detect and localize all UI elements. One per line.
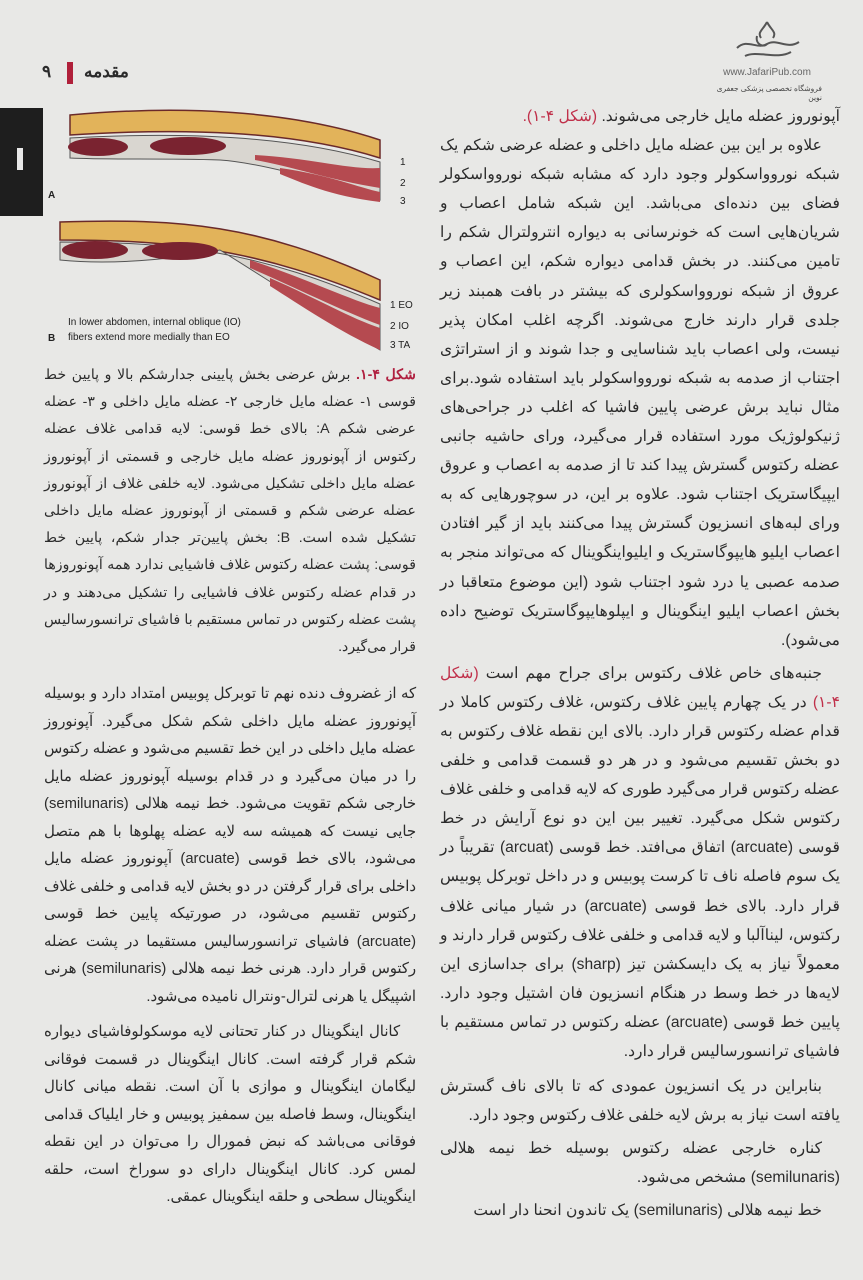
caption-text: برش عرضی بخش پایینی جدارشکم بالا و پایین خط قوسی ۱- عضله مایل خارجی ۲- عضله مایل داخلی و ۳- عضله عرضی شکم A: بالای خط قوسی: لایه قدامی غلاف عضله رکتوس از آپونوروز عضله مایل خارجی و قسمتی از آپونوروز عضله مایل داخلی تشکیل می‌شود. لایه خلفی غلاف از آپونوروز عضله عرضی شکم و قسمتی از آپونوروز عضله مایل داخلی تشکیل شده است. B: بخش پایین‌تر جدار شکم، پایین خط قوسی: پشت عضله رکتوس غلاف فاشیایی ندارد همه آپونوروزها در قدام عضله رکتوس غلاف فاشیایی را تشکیل می‌دهند و در پشت عضله رکتوس در تماس مستقیم با فاشیای ترانسورسالیس قرار می‌گیرد. (44, 367, 416, 656)
right-paragraph-5: کناره خارجی عضله رکتوس بوسیله خط نیمه هلالی (semilunaris) مشخص می‌شود. (440, 1140, 840, 1187)
figure-caption (44, 362, 416, 661)
figure-reference-link[interactable]: (شکل ۴-۱) (440, 664, 840, 711)
right-paragraph-3 (440, 659, 840, 1066)
right-paragraph-4: بنابراین در یک انسزیون عمودی که تا بالای ناف گسترش یافته است نیاز به برش لایه خلفی غلاف رکتوس وجود دارد. (440, 1078, 840, 1125)
panel-a-illustration (68, 110, 380, 202)
panel-b-label: B (48, 333, 56, 344)
abdominal-wall-figure (30, 100, 430, 360)
panel-b-note-line2: fibers extend more medially than EO (68, 332, 230, 343)
panel-a-label: A (48, 190, 56, 201)
watermark-url: www.JafariPub.com (723, 67, 811, 78)
publisher-watermark (712, 20, 822, 102)
page-number: ۹ (42, 62, 52, 81)
a-layer-3: 3 (400, 196, 406, 207)
panel-b-illustration (60, 221, 380, 350)
left-column-stack (44, 362, 416, 1220)
right-paragraph-6: خط نیمه هلالی (semilunaris) یک تاندون انحنا دار است (473, 1202, 822, 1220)
right-paragraph-2: علاوه بر این بین عضله مایل داخلی و عضله عرضی شکم یک شبکه نوروواسکولر وجود دارد که مشابه شبکه نوروواسکولر فضای بین دنده‌ای می‌باشد. این شبکه شامل اعصاب و شریان‌هایی است که خونرسانی به دیواره انترولترال شکم را تامین می‌کنند. در بخش قدامی دیواره شکم، این اعصاب و عروق از شبکه نوروواسکولری که بیشتر در بافت همبند زیر جلدی قرار دارند خارج می‌شوند. اگرچه اغلب امکان پذیر نیست، ولی اعصاب باید شناسایی و جدا شوند و از استراتژی اجتناب از صدمه به شبکه نوروواسکولر باید استفاده شود.برای مثال نباید برش عرضی پایین فاشیا که اغلب در جراحی‌های ژنیکولوژیک مورد استفاده قرار می‌گیرد، ورای حاشیه جانبی عضله رکتوس گسترش پیدا کند تا از صدمه به اعصاب و عروق ایپیگاستریک اجتناب شود. علاوه بر این، در سوچورهایی که به ورای لبه‌های انسزیون گسترش پیدا می‌کنند باید از گیر افتادن اعصاب ایلیو هایپوگاستریک و ایلیواینگوینال که می‌تواند منجر به صدمه عصبی یا درد شود اجتناب شود (این موضوع متعاقبا در بخش اعصاب ایلیو اینگوینال و ایپلوهایپوگاستریک توضیح داده می‌شود). (440, 137, 840, 649)
left-paragraph-1: که از غضروف دنده نهم تا توبرکل پوبیس امتداد دارد و بوسیله آپونوروز عضله مایل داخلی شکم شکل می‌گیرد. آپونوروز عضله مایل داخلی در این خط تقسیم می‌شود و عضله رکتوس را در میان می‌گیرد و در قدام بوسیله آپونوروز عضله مایل خارجی شکم تقویت می‌شود. خط نیمه هلالی (semilunaris) جایی نیست که همیشه سه لایه عضله پهلوها با هم متصل می‌شود، بالای خط قوسی (arcuate) آپونوروز عضله مایل داخلی برای قرار گرفتن در دو بخش لایه قدامی و خلفی غلاف رکتوس تقسیم می‌شود، در صورتیکه پایین خط قوسی (arcuate) فاشیای ترانسورسالیس مستقیما در پشت عضله رکتوس قرار دارد. هرنی خط نیمه هلالی (semilunaris) هرنی اشپیگل یا هرنی لترال-ونترال نامیده می‌شود. (44, 686, 416, 1005)
p3-start: جنبه‌های خاص غلاف رکتوس برای جراح مهم است (478, 664, 822, 682)
a-layer-2: 2 (400, 178, 406, 189)
publisher-logo-icon (727, 20, 807, 62)
section-title: مقدمه (84, 62, 129, 81)
right-paragraph-1 (440, 102, 840, 131)
right-column (440, 102, 840, 1226)
left-column (44, 681, 416, 1220)
caption-title: شکل ۴-۱. (356, 367, 416, 383)
p1-text: آپونوروز عضله مایل خارجی می‌شوند. (597, 108, 840, 125)
left-paragraph-2: کانال اینگوینال در کنار تحتانی لایه موسکولوفاشیای دیواره شکم قرار گرفته است. کانال اینگوینال در قسمت فوقانی لیگامان اینگوینال و موازی با آن است. نقطه میانی کانال اینگوینال، وسط فاصله بین سمفیز پوبیس و خار ایلیاک قدامی فوقانی می‌باشد که نبض فمورال را می‌توان در این نقطه لمس کرد. کانال اینگوینال دارای دو سوراخ است، حلقه اینگوینال سطحی و حلقه اینگوینال عمقی. (44, 1024, 416, 1206)
panel-b-note-line1: In lower abdomen, internal oblique (IO) (68, 317, 241, 328)
header-accent-bar (67, 62, 73, 84)
b-layer-io: 2 IO (390, 321, 409, 332)
p3-rest: در یک چهارم پایین غلاف رکتوس، غلاف رکتوس کاملا در قدام عضله رکتوس قرار دارد. بالای این نقطه غلاف رکتوس به دو بخش تقسیم می‌شود و در هر دو قسمت قدامی و خلفی عضله رکتوس قرار می‌گیرد طوری که لایه قدامی و خلفی غلاف رکتوس شکل می‌گیرد. تغییر بین این دو نوع آرایش در خط قوسی (arcuate) اتفاق می‌افتد. خط قوسی (arcuat) تقریباً در یک سوم فاصله ناف تا کرست پوبیس و در داخل توبرکل پوبیس قرار دارد. بالای خط قوسی (arcuate) در شیار میانی غلاف رکتوس، لیناآلبا و لایه قدامی و خلفی غلاف رکتوس قرار دارند و معمولاً نیاز به یک دایسکشن تیز (sharp) برای جداسازی این لایه‌ها در خط وسط در هنگام انسزیون فان اشتیل وجود دارد. پایین خط قوسی (arcuate) عضله رکتوس در تماس مستقیم با فاشیای ترانسورسالیس قرار دارد. (440, 693, 841, 1060)
a-layer-1: 1 (400, 157, 406, 168)
b-layer-eo: 1 EO (390, 300, 413, 311)
figure-reference-link[interactable]: (شکل ۴-۱). (522, 108, 598, 125)
watermark-subtitle: فروشگاه تخصصی پزشکی جعفری نوین (716, 84, 822, 102)
chapter-tab-marker (17, 148, 23, 170)
b-layer-ta: 3 TA (390, 340, 411, 351)
